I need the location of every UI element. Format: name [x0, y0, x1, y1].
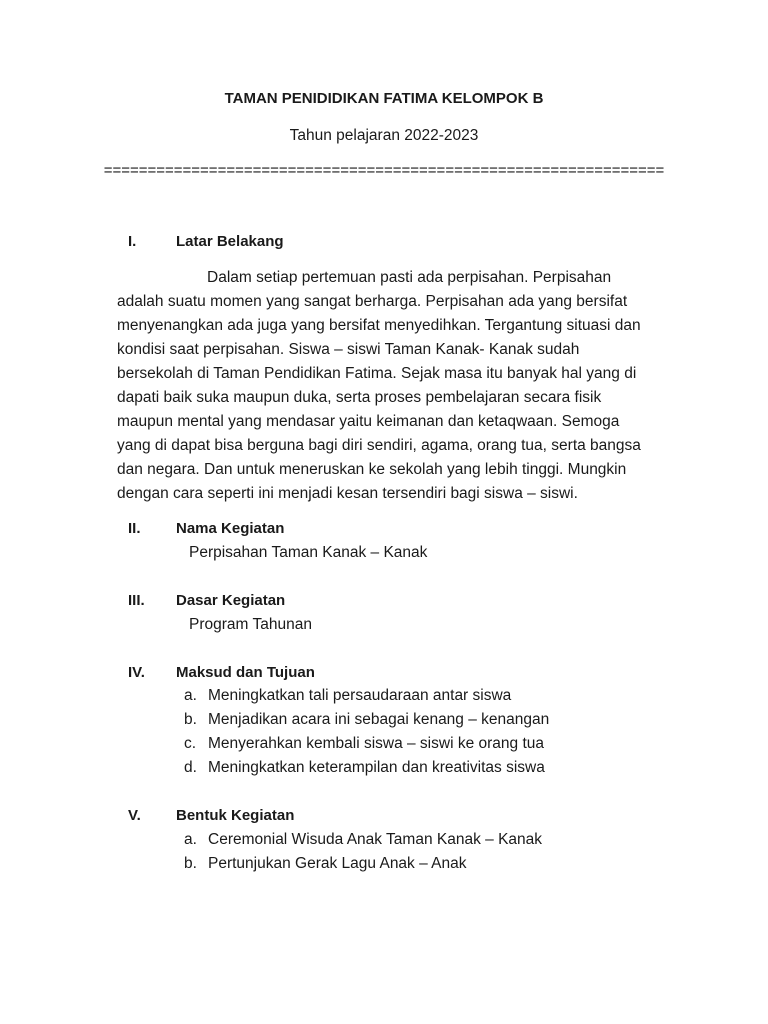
- list-item-text: Meningkatkan keterampilan dan kreativitas siswa: [208, 759, 545, 776]
- section-title-maksud-tujuan: Maksud dan Tujuan: [176, 664, 315, 681]
- list-item-letter: a.: [184, 831, 197, 848]
- list-item-letter: d.: [184, 759, 197, 776]
- list-item-text: Menyerahkan kembali siswa – siswi ke orang tua: [208, 735, 544, 752]
- paragraph-line: maupun mental yang mendasar yaitu keimanan dan ketaqwaan. Semoga: [117, 413, 620, 430]
- section-title-latar-belakang: Latar Belakang: [176, 233, 284, 250]
- list-item: [184, 711, 549, 729]
- list-item: [184, 735, 544, 753]
- activity-basis: Program Tahunan: [189, 616, 312, 633]
- list-item: [184, 759, 545, 777]
- list-item-letter: b.: [184, 711, 197, 728]
- list-item: [184, 831, 542, 849]
- paragraph-line: dengan cara seperti ini menjadi kesan tersendiri bagi siswa – siswi.: [117, 485, 578, 502]
- paragraph-line: dapati baik suka maupun duka, serta proses pembelajaran secara fisik: [117, 389, 602, 406]
- list-item-letter: a.: [184, 687, 197, 704]
- section-number-1: I.: [128, 233, 137, 250]
- list-item-letter: b.: [184, 855, 197, 872]
- document-title: TAMAN PENIDIDIKAN FATIMA KELOMPOK B: [224, 90, 544, 107]
- list-item-letter: c.: [184, 735, 197, 752]
- paragraph-line: Dalam setiap pertemuan pasti ada perpisahan. Perpisahan: [207, 269, 612, 286]
- list-item-text: Menjadikan acara ini sebagai kenang – kenangan: [208, 711, 550, 728]
- background-paragraph: [117, 266, 677, 506]
- section-title-dasar-kegiatan: Dasar Kegiatan: [176, 592, 286, 609]
- section-number-5: V.: [128, 807, 141, 824]
- list-item-text: Meningkatkan tali persaudaraan antar siswa: [208, 687, 512, 704]
- academic-year: Tahun pelajaran 2022-2023: [289, 127, 479, 144]
- section-number-2: II.: [128, 520, 141, 537]
- list-item: [184, 855, 467, 873]
- paragraph-line: bersekolah di Taman Pendidikan Fatima. Sejak masa itu banyak hal yang di: [117, 365, 637, 382]
- section-number-4: IV.: [128, 664, 145, 681]
- list-item-text: Ceremonial Wisuda Anak Taman Kanak – Kanak: [208, 831, 543, 848]
- section-title-nama-kegiatan: Nama Kegiatan: [176, 520, 285, 537]
- paragraph-line: dan negara. Dan untuk meneruskan ke sekolah yang lebih tinggi. Mungkin: [117, 461, 627, 478]
- paragraph-line: adalah suatu momen yang sangat berharga. Perpisahan ada yang bersifat: [117, 293, 628, 310]
- section-number-3: III.: [128, 592, 145, 609]
- paragraph-line: menyenangkan ada juga yang bersifat menyedihkan. Tergantung situasi dan: [117, 317, 641, 334]
- paragraph-line: kondisi saat perpisahan. Siswa – siswi Taman Kanak- Kanak sudah: [117, 341, 580, 358]
- divider-line: ================================================================: [103, 162, 665, 179]
- section-title-bentuk-kegiatan: Bentuk Kegiatan: [176, 807, 295, 824]
- list-item-text: Pertunjukan Gerak Lagu Anak – Anak: [208, 855, 467, 872]
- paragraph-line: yang di dapat bisa berguna bagi diri sendiri, agama, orang tua, serta bangsa: [117, 437, 641, 454]
- activity-name: Perpisahan Taman Kanak – Kanak: [189, 544, 428, 561]
- list-item: [184, 687, 511, 705]
